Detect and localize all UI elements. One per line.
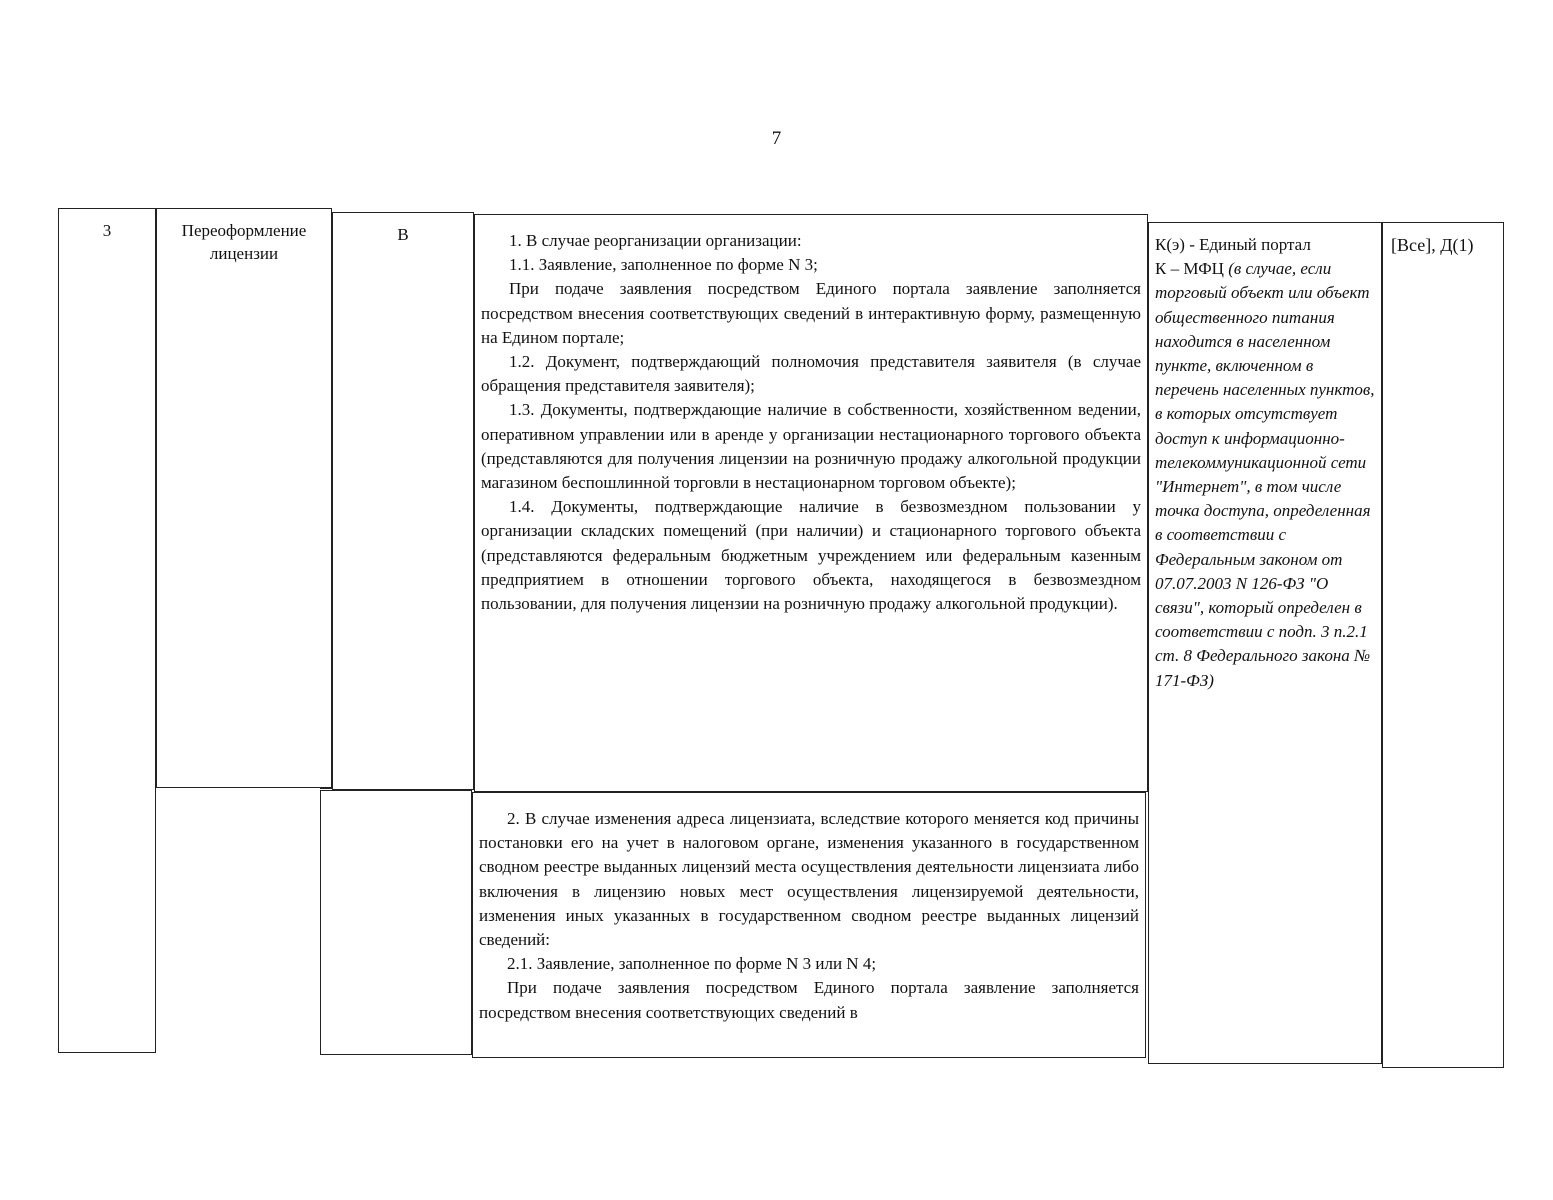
doc-paragraph: 2. В случае изменения адреса лицензиата, вследствие которого меняется код причины постановки его на учет в налоговом органе, изменения указанного в государственном сводном реестре выданных лицензий места осуществления деятельности лицензиата либо включения в лицензию новых мест осуществления лицензируемой деятельности, изменения иных указанных в государственном сводном реестре выданных лицензий сведений: (479, 809, 1139, 950)
doc-paragraph: 1.4. Документы, подтверждающие наличие в безвозмездном пользовании у организации складских помещений (при наличии) и стационарного торгового объекта (представляются федеральным бюджетным учреждением или федеральным казенным предприятием в отношении торгового объекта, находящегося в безвозмездном пользовании, для получения лицензии на розничную продажу алкогольной продукции). (481, 497, 1141, 614)
row-number: 3 (102, 221, 112, 240)
result-cell (1382, 222, 1504, 1068)
method-mfc-label: К – МФЦ (1155, 259, 1229, 279)
row-number-cell (58, 208, 156, 1053)
service-name: Переоформление лицензии (181, 221, 307, 263)
page-number: 7 (771, 128, 782, 149)
documents-cell-reorganization (474, 214, 1148, 792)
doc-paragraph: 1.1. Заявление, заполненное по форме N 3; (509, 255, 818, 275)
doc-paragraph: 1. В случае реорганизации организации: (509, 231, 802, 250)
doc-paragraph: При подаче заявления посредством Единого портала заявление заполняется посредством внесения соответствующих сведений в интерактивную форму, размещенную на Едином портале; (481, 279, 1141, 347)
method-mfc-condition: (в случае, если торговый объект или объект общественного питания находится в населенном пункте, включенном в перечень населенных пунктов, в которых отсутствует доступ к информационно-телекоммуникационной сети "Интернет", в том числе точка доступа, определенная в соответствии с Федеральным законом от 07.07.2003 N 126-ФЗ "О связи", который определен в соответствии с подп. 3 п.2.1 ст. 8 Федерального закона № 171-ФЗ) (1155, 259, 1375, 690)
code-cell (332, 212, 474, 790)
doc-paragraph: 1.3. Документы, подтверждающие наличие в собственности, хозяйственном ведении, оперативном управлении или в аренде у организации нестационарного торгового объекта (представляются для получения лицензии на розничную продажу алкогольной продукции магазином беспошлинной торговли в нестационарном торговом объекте); (481, 400, 1141, 493)
doc-paragraph: 1.2. Документ, подтверждающий полномочия представителя заявителя (в случае обращения представителя заявителя); (481, 352, 1141, 396)
code-cell-empty (320, 790, 472, 1055)
service-code: В (397, 225, 409, 244)
documents-cell-address-change (472, 792, 1146, 1058)
doc-paragraph: 2.1. Заявление, заполненное по форме N 3 или N 4; (507, 954, 877, 974)
submission-method-cell (1148, 222, 1382, 1064)
service-name-cell (156, 208, 332, 788)
method-portal: К(э) - Единый портал (1155, 235, 1311, 254)
result-code: [Все], Д(1) (1391, 235, 1474, 255)
doc-paragraph: При подаче заявления посредством Единого портала заявление заполняется посредством внесения соответствующих сведений в (479, 978, 1139, 1022)
